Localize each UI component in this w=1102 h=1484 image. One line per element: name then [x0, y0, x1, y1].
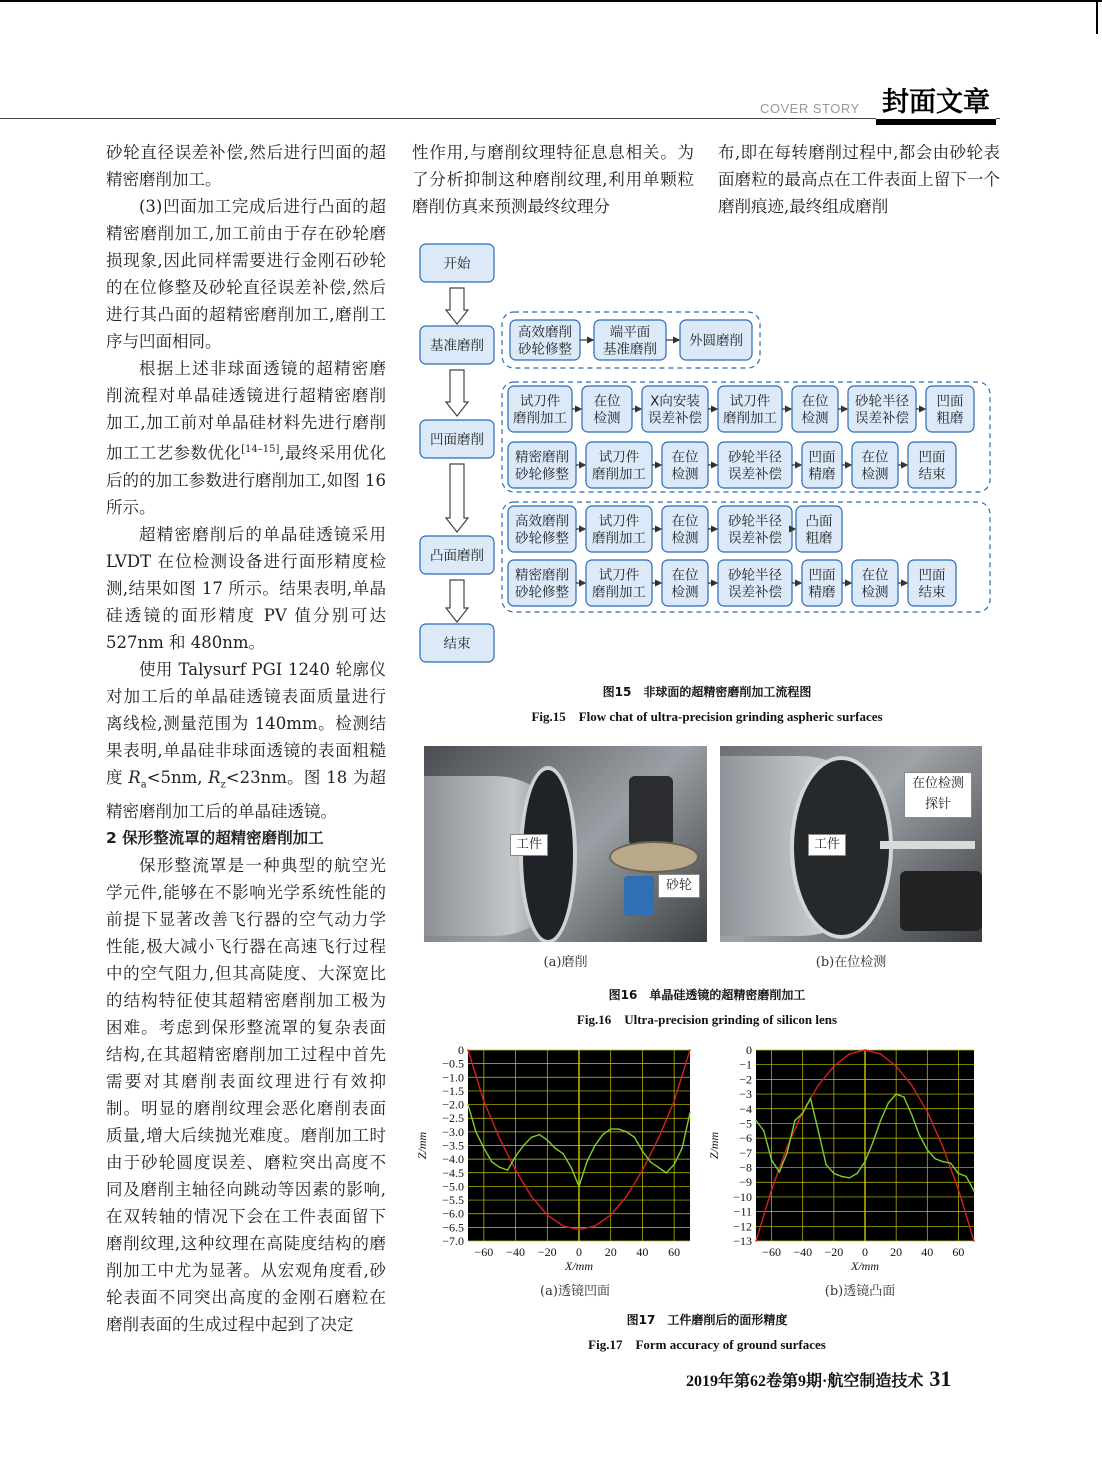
flow-row5-box-2: [662, 560, 708, 606]
flow-row3-box-6-label: 结束: [918, 466, 946, 483]
y-tick-label: −6.0: [442, 1206, 464, 1221]
flow-row5-box-0: [508, 560, 576, 606]
x-tick-label: −20: [824, 1245, 844, 1259]
flow-row2-box-4-label: 在位: [801, 393, 829, 410]
flow-row2-box-0-label: 试刀件: [519, 393, 561, 410]
flow-row3-box-2: [662, 442, 708, 488]
flow-datum-grinding-label: 基准磨削: [430, 338, 484, 354]
x-tick-label: 40: [921, 1245, 934, 1259]
y-tick-label: 0: [458, 1044, 464, 1057]
y-tick-label: −2.0: [442, 1097, 464, 1112]
flow-row2-box-2: [642, 386, 708, 432]
x-tick-label: −60: [474, 1245, 494, 1259]
series-design-profile-point: [817, 1084, 819, 1086]
y-tick-label: −2.5: [442, 1111, 464, 1126]
flow-row2-box-6-label: 凹面: [936, 393, 964, 410]
series-error-curve-point: [665, 1172, 667, 1174]
series-design-profile-point: [755, 1240, 757, 1242]
series-error-curve-point: [903, 1096, 905, 1098]
flow-down-arrow: [446, 580, 468, 622]
series-error-curve-point: [578, 1186, 580, 1188]
series-error-curve-point: [950, 1162, 952, 1164]
x-tick-label: −40: [793, 1245, 813, 1259]
y-tick-label: −3: [739, 1087, 752, 1102]
fig17-sub-a: (a)透镜凹面: [540, 1284, 610, 1299]
x-axis-label: X/mm: [565, 1259, 593, 1273]
fig16-caption-en: Fig.16 Ultra-precision grinding of silicon lens: [576, 1012, 838, 1027]
header-title: 封面文章: [876, 80, 996, 125]
column-3-text: 布,即在每转磨削过程中,都会由砂轮表面磨粒的最高点在工件表面上留下一个磨削痕迹,最终组成磨削: [718, 143, 1000, 216]
column-1: [106, 139, 386, 1338]
flow-row4-box-3-label: 砂轮半径: [728, 513, 782, 530]
series-design-profile-point: [689, 1049, 691, 1051]
y-tick-label: −9: [739, 1175, 752, 1190]
fig17-caption-en: Fig.17 Form accuracy of ground surfaces: [588, 1337, 826, 1352]
series-design-profile-point: [657, 1138, 659, 1140]
flow-row1-box-2-label: 外圆磨削: [689, 333, 743, 349]
flow-row2-box-5-label: 误差补偿: [855, 410, 909, 427]
corner-mark: [1096, 0, 1098, 34]
series-error-curve-point: [849, 1177, 851, 1179]
series-design-profile-point: [942, 1146, 944, 1148]
x-tick-label: 40: [636, 1245, 649, 1259]
probe-holder: [900, 871, 982, 931]
top-rule: [0, 0, 1102, 2]
series-design-profile-point: [499, 1138, 501, 1140]
fig15-caption-cn: 图15 非球面的超精密磨削加工流程图: [602, 685, 812, 699]
series-design-profile-point: [895, 1065, 897, 1067]
y-tick-label: −3.5: [442, 1138, 464, 1153]
flow-row3-box-5-label: 在位: [861, 449, 889, 466]
fig17-caption-cn: 图17 工件磨削后的面形精度: [626, 1313, 788, 1327]
flow-start-label: 开始: [443, 256, 471, 272]
fig16-sub-b: (b)在位检测: [815, 955, 887, 970]
flow-row5-box-6: [908, 560, 956, 606]
flow-row5-box-0-label: 砂轮修整: [515, 584, 569, 601]
y-tick-label: −4.5: [442, 1165, 464, 1180]
flow-row3-box-6-label: 凹面: [918, 449, 946, 466]
flow-concave-grinding-label: 凹面磨削: [430, 432, 484, 448]
flow-row3-box-3-label: 砂轮半径: [728, 449, 782, 466]
flow-end: [420, 624, 494, 662]
journal-info: 2019年第62卷第9期·航空制造技术: [686, 1373, 924, 1390]
flow-row4-box-2-label: 检测: [671, 530, 699, 547]
series-error-curve-point: [864, 1161, 866, 1163]
flow-row2-box-2-label: 误差补偿: [648, 410, 702, 427]
series-error-curve-point: [934, 1158, 936, 1160]
y-tick-label: −2: [739, 1072, 752, 1087]
series-error-curve-point: [755, 1120, 757, 1122]
header-cover-story: COVER STORY: [760, 101, 860, 116]
flow-row4-box-1-label: 试刀件: [598, 513, 640, 530]
series-design-profile-point: [833, 1065, 835, 1067]
flow-row2-box-3-label: 试刀件: [729, 393, 771, 410]
flow-row5-box-4-label: 凹面: [808, 567, 836, 584]
series-design-profile-point: [864, 1049, 866, 1051]
flow-down-arrow: [446, 370, 468, 416]
flow-row5-box-0-label: 精密磨削: [515, 567, 569, 584]
flow-row2-box-1-label: 在位: [593, 393, 621, 410]
flow-row3-box-0-label: 砂轮修整: [515, 466, 569, 483]
y-tick-label: −7.0: [442, 1234, 464, 1248]
series-error-curve-point: [642, 1150, 644, 1152]
flow-row3-box-5-label: 检测: [861, 466, 889, 483]
flow-row2-box-5-label: 砂轮半径: [855, 393, 909, 410]
flow-row2-box-1: [582, 386, 632, 432]
flow-row2-box-5: [848, 386, 916, 432]
flow-row5-box-1: [586, 560, 652, 606]
flow-row5-box-5-label: 在位: [861, 567, 889, 584]
series-error-curve-point: [779, 1171, 781, 1173]
series-error-curve-point: [895, 1093, 897, 1095]
series-error-curve-point: [618, 1128, 620, 1130]
series-error-curve-point: [841, 1176, 843, 1178]
flow-row5-box-2-label: 在位: [671, 567, 699, 584]
y-tick-label: −4.0: [442, 1152, 464, 1167]
flow-row2-box-6: [926, 386, 974, 432]
flow-row1-box-0-label: 高效磨削: [518, 324, 572, 341]
citation: [14–15]: [241, 444, 280, 455]
y-tick-label: −6: [739, 1131, 752, 1146]
flow-row4-box-2-label: 在位: [671, 513, 699, 530]
y-tick-label: −12: [733, 1219, 752, 1234]
flow-row2-box-1-label: 检测: [593, 410, 621, 427]
flow-start: [420, 244, 494, 282]
flow-row3-box-1-label: 磨削加工: [592, 466, 646, 483]
series-error-curve-point: [958, 1173, 960, 1175]
flow-row3-box-3-label: 误差补偿: [728, 466, 782, 483]
flow-row5-box-4: [802, 560, 842, 606]
photo-grinding: [424, 746, 707, 942]
flow-row3-box-6: [908, 442, 956, 488]
flow-row2-box-3: [718, 386, 782, 432]
flow-row1-box-1-label: 端平面: [609, 324, 651, 341]
x-tick-label: 0: [576, 1245, 582, 1259]
flow-row1-box-0: [510, 320, 580, 360]
label-workpiece: 工件: [808, 834, 846, 856]
series-error-curve-point: [965, 1176, 967, 1178]
series-error-curve-point: [467, 1104, 469, 1106]
header-rule: [0, 118, 1000, 119]
x-tick-label: 60: [952, 1245, 965, 1259]
flow-row5-box-2-label: 检测: [671, 584, 699, 601]
y-tick-label: −3.0: [442, 1124, 464, 1139]
series-error-curve-point: [515, 1156, 517, 1158]
flow-row4-box-3-label: 误差补偿: [728, 530, 782, 547]
series-error-curve-point: [483, 1147, 485, 1149]
flow-row4-box-0: [508, 506, 576, 552]
series-error-curve-point: [602, 1134, 604, 1136]
flow-row4-box-3: [718, 506, 792, 552]
series-error-curve-point: [650, 1161, 652, 1163]
series-error-curve-point: [657, 1167, 659, 1169]
flow-row5-box-6-label: 凹面: [918, 567, 946, 584]
series-error-curve-point: [594, 1145, 596, 1147]
series-error-curve-point: [610, 1128, 612, 1130]
series-error-curve-point: [911, 1114, 913, 1116]
series-error-curve-point: [926, 1149, 928, 1151]
series-design-profile-point: [562, 1225, 564, 1227]
series-error-curve-point: [491, 1161, 493, 1163]
flow-row4-box-0-label: 砂轮修整: [515, 530, 569, 547]
series-error-curve-point: [546, 1139, 548, 1141]
y-tick-label: −11: [733, 1204, 752, 1219]
x-tick-label: −40: [506, 1245, 525, 1259]
series-design-profile-point: [973, 1240, 975, 1242]
fig16-caption-cn: 图16 单晶硅透镜的超精密磨削加工: [608, 988, 806, 1002]
series-design-profile-point: [771, 1189, 773, 1191]
series-design-profile-point: [467, 1049, 469, 1051]
series-error-curve-point: [973, 1190, 975, 1192]
y-tick-label: 0: [746, 1044, 752, 1057]
flow-row2-box-2-label: X向安装: [650, 393, 700, 410]
flow-row5-box-3-label: 砂轮半径: [728, 567, 782, 584]
flow-row3-box-1-label: 试刀件: [598, 449, 640, 466]
chart-convex: [706, 1044, 996, 1274]
flow-down-arrow: [446, 464, 468, 532]
y-tick-label: −0.5: [442, 1056, 464, 1071]
flow-concave-grinding: [420, 420, 494, 458]
flow-row4-box-4: [796, 506, 842, 552]
flow-row4-box-4-label: 凸面: [805, 513, 833, 530]
series-design-profile-point: [849, 1053, 851, 1055]
series-design-profile-point: [626, 1195, 628, 1197]
paragraph: 根据上述非球面透镜的超精密磨削流程对单晶硅透镜进行超精密磨削加工,加工前对单晶硅材料先进行磨削加工工艺参数优化[14–15],最终采用优化后的的加工参数进行磨削加工,如图 16 所示。: [106, 359, 387, 517]
series-error-curve-point: [475, 1131, 477, 1133]
flow-row1-box-0-label: 砂轮修整: [518, 341, 572, 358]
series-error-curve-point: [880, 1120, 882, 1122]
section-heading: 2 保形整流罩的超精密磨削加工: [106, 828, 324, 847]
flow-row4-box-2: [662, 506, 708, 552]
series-design-profile-point: [515, 1170, 517, 1172]
flow-row3-box-2-label: 检测: [671, 466, 699, 483]
fig16-sub-a: (a)磨削: [543, 955, 588, 970]
series-error-curve-point: [786, 1152, 788, 1154]
y-tick-label: −1.0: [442, 1070, 464, 1085]
flow-row1-box-1: [594, 320, 666, 360]
series-error-curve-point: [942, 1161, 944, 1163]
y-tick-label: −7: [739, 1145, 752, 1160]
series-error-curve-point: [554, 1147, 556, 1149]
series-error-curve-point: [771, 1159, 773, 1161]
series-error-curve-point: [763, 1130, 765, 1132]
series-error-curve-point: [570, 1167, 572, 1169]
paragraph: 超精密磨削后的单晶硅透镜采用 LVDT 在位检测设备进行面形精度检测,结果如图 17 所示。结果表明,单晶硅透镜的面形精度 PV 值分别可达 527nm 和 480nm。: [106, 524, 386, 652]
series-error-curve-point: [586, 1161, 588, 1163]
series-design-profile-point: [880, 1053, 882, 1055]
flow-datum-grinding: [420, 326, 494, 364]
figure-15-flowchart: [412, 236, 1002, 666]
series-design-profile-point: [926, 1111, 928, 1113]
y-tick-label: −6.5: [442, 1220, 464, 1235]
photo-inspection: [720, 746, 982, 942]
flow-row2-box-0-label: 磨削加工: [513, 410, 567, 427]
flow-row3-box-5: [852, 442, 898, 488]
series-error-curve-point: [919, 1134, 921, 1136]
flow-row3-box-0: [508, 442, 576, 488]
paragraph: 使用 Talysurf PGI 1240 轮廓仪对加工后的单晶硅透镜表面质量进行离线检,测量范围为 140mm。检测结果表明,单晶硅非球面透镜的表面粗糙度 $R_a<5nm$, $R_z<23nm$。图 18 为超精密磨削加工后的单晶硅透镜。: [106, 659, 386, 821]
y-axis-label: Z/mm: [415, 1131, 429, 1160]
flow-row5-box-5-label: 检测: [861, 584, 889, 601]
flow-row1-box-2: [680, 320, 752, 360]
coolant-nozzle: [624, 876, 654, 916]
series-design-profile-point: [546, 1214, 548, 1216]
series-design-profile-point: [673, 1100, 675, 1102]
y-tick-label: −5.0: [442, 1179, 464, 1194]
label-wheel: 砂轮: [658, 874, 700, 898]
series-error-curve-point: [507, 1169, 509, 1171]
column-2-text: 性作用,与磨削纹理特征息息相关。为了分析抑制这种磨削纹理,利用单颗粒磨削仿真来预测最终纹理分: [412, 143, 694, 216]
flow-row3-box-3: [718, 442, 792, 488]
flow-row2-box-4-label: 检测: [801, 410, 829, 427]
flow-row2-box-6-label: 粗磨: [936, 410, 964, 427]
series-design-profile-point: [483, 1100, 485, 1102]
grinding-wheel: [609, 841, 699, 873]
series-error-curve-point: [539, 1134, 541, 1136]
flow-row2-box-3-label: 磨削加工: [723, 410, 777, 427]
probe-arm: [880, 841, 975, 849]
series-error-curve-point: [856, 1173, 858, 1175]
x-tick-label: 20: [604, 1245, 617, 1259]
flow-row5-box-1-label: 试刀件: [598, 567, 640, 584]
flow-row4-box-4-label: 粗磨: [805, 530, 833, 547]
series-error-curve-point: [802, 1112, 804, 1114]
flow-row4-box-0-label: 高效磨削: [515, 513, 569, 530]
fig15-caption-en: Fig.15 Flow chat of ultra-precision grinding aspheric surfaces: [531, 709, 883, 724]
flow-down-arrow: [446, 288, 468, 324]
y-tick-label: −1.5: [442, 1083, 464, 1098]
flow-row4-box-1-label: 磨削加工: [592, 530, 646, 547]
x-tick-label: 20: [890, 1245, 903, 1259]
series-error-curve-point: [626, 1131, 628, 1133]
x-tick-label: 60: [668, 1245, 681, 1259]
paragraph: (3)凹面加工完成后进行凸面的超精密磨削加工,加工前由于存在砂轮磨损现象,因此同样需要进行金刚石砂轮的在位修整及砂轮直径误差补偿,然后进行其凸面的超精密磨削加工,磨削工序与凹面相同。: [106, 197, 386, 351]
label-workpiece: 工件: [510, 834, 548, 856]
series-error-curve-point: [499, 1167, 501, 1169]
series-error-curve-point: [562, 1153, 564, 1155]
flow-convex-grinding-label: 凸面磨削: [430, 548, 484, 564]
flow-row3-box-4-label: 凹面: [808, 449, 836, 466]
series-error-curve-point: [888, 1102, 890, 1104]
series-design-profile-point: [958, 1189, 960, 1191]
flow-row2-box-0: [508, 386, 572, 432]
flow-row3-box-4-label: 精磨: [808, 466, 836, 483]
y-tick-label: −5: [739, 1116, 752, 1131]
series-error-curve-point: [817, 1130, 819, 1132]
x-tick-label: −60: [762, 1245, 781, 1259]
y-axis-label: Z/mm: [707, 1131, 721, 1160]
y-tick-label: −10: [733, 1189, 752, 1204]
flow-row5-box-5: [852, 560, 898, 606]
series-error-curve-point: [531, 1137, 533, 1139]
series-design-profile-point: [642, 1170, 644, 1172]
flow-row3-box-1: [586, 442, 652, 488]
flow-row5-box-1-label: 磨削加工: [592, 584, 646, 601]
page-number: 31: [929, 1366, 952, 1391]
flow-end-label: 结束: [443, 636, 471, 652]
series-error-curve-point: [681, 1147, 683, 1149]
series-error-curve-point: [673, 1164, 675, 1166]
series-error-curve-point: [794, 1120, 796, 1122]
series-design-profile-point: [594, 1225, 596, 1227]
y-tick-label: −8: [739, 1160, 752, 1175]
y-tick-label: −13: [733, 1234, 752, 1248]
series-error-curve-point: [833, 1173, 835, 1175]
series-design-profile-point: [911, 1084, 913, 1086]
flow-row5-box-6-label: 结束: [918, 584, 946, 601]
series-error-curve-point: [825, 1164, 827, 1166]
paragraph: 保形整流罩是一种典型的航空光学元件,能够在不影响光学系统性能的前提下显著改善飞行器的空气动力学性能,极大减小飞行器在高速飞行过程中的空气阻力,但其高陡度、大深宽比的结构特征使其超精密磨削加工极为困难。考虑到保形整流罩的复杂表面结构,在其超精密磨削加工过程中首先需要对其磨削表面纹理进行有效抑制。明显的磨削纹理会恶化磨削表面质量,增大后续抛光难度。磨削加工时由于砂轮圆度误差、磨粒突出高度不同及磨削主轴径向跳动等因素的影响,在双转轴的情况下会在工件表面留下磨削纹理,这种纹理在高陡度结构的磨削加工中尤为显著。从宏观角度看,砂轮表面不同突出高度的金刚石磨粒在磨削表面的生成过程中起到了决定: [106, 855, 386, 1334]
x-tick-label: 0: [862, 1245, 868, 1259]
flow-row3-box-0-label: 精密磨削: [515, 449, 569, 466]
series-error-curve-point: [523, 1145, 525, 1147]
label-probe: 在位检测 探针: [904, 772, 972, 818]
x-tick-label: −20: [537, 1245, 557, 1259]
spindle: [629, 776, 673, 846]
series-error-curve-point: [634, 1137, 636, 1139]
fig17-sub-b: (b)透镜凸面: [824, 1284, 896, 1299]
chart-concave: [412, 1044, 712, 1274]
flow-convex-grinding: [420, 536, 494, 574]
series-error-curve-point: [810, 1098, 812, 1100]
series-design-profile-point: [610, 1214, 612, 1216]
y-tick-label: −5.5: [442, 1193, 464, 1208]
series-error-curve-point: [689, 1112, 691, 1114]
series-error-curve-point: [872, 1142, 874, 1144]
x-axis-label: X/mm: [851, 1259, 879, 1273]
series-design-profile-point: [578, 1229, 580, 1231]
flow-row5-box-4-label: 精磨: [808, 584, 836, 601]
flow-row2-box-4: [792, 386, 838, 432]
flow-row3-box-4: [802, 442, 842, 488]
y-tick-label: −1: [739, 1057, 752, 1072]
paragraph: 砂轮直径误差补偿,然后进行凹面的超精密磨削加工。: [106, 143, 386, 189]
flow-row3-box-2-label: 在位: [671, 449, 699, 466]
flow-row5-box-3-label: 误差补偿: [728, 584, 782, 601]
page-footer: [686, 1366, 951, 1392]
y-tick-label: −4: [739, 1101, 752, 1116]
series-design-profile-point: [531, 1195, 533, 1197]
flow-row1-box-1-label: 基准磨削: [603, 341, 657, 358]
flow-row5-box-3: [718, 560, 792, 606]
flow-row4-box-1: [586, 506, 652, 552]
